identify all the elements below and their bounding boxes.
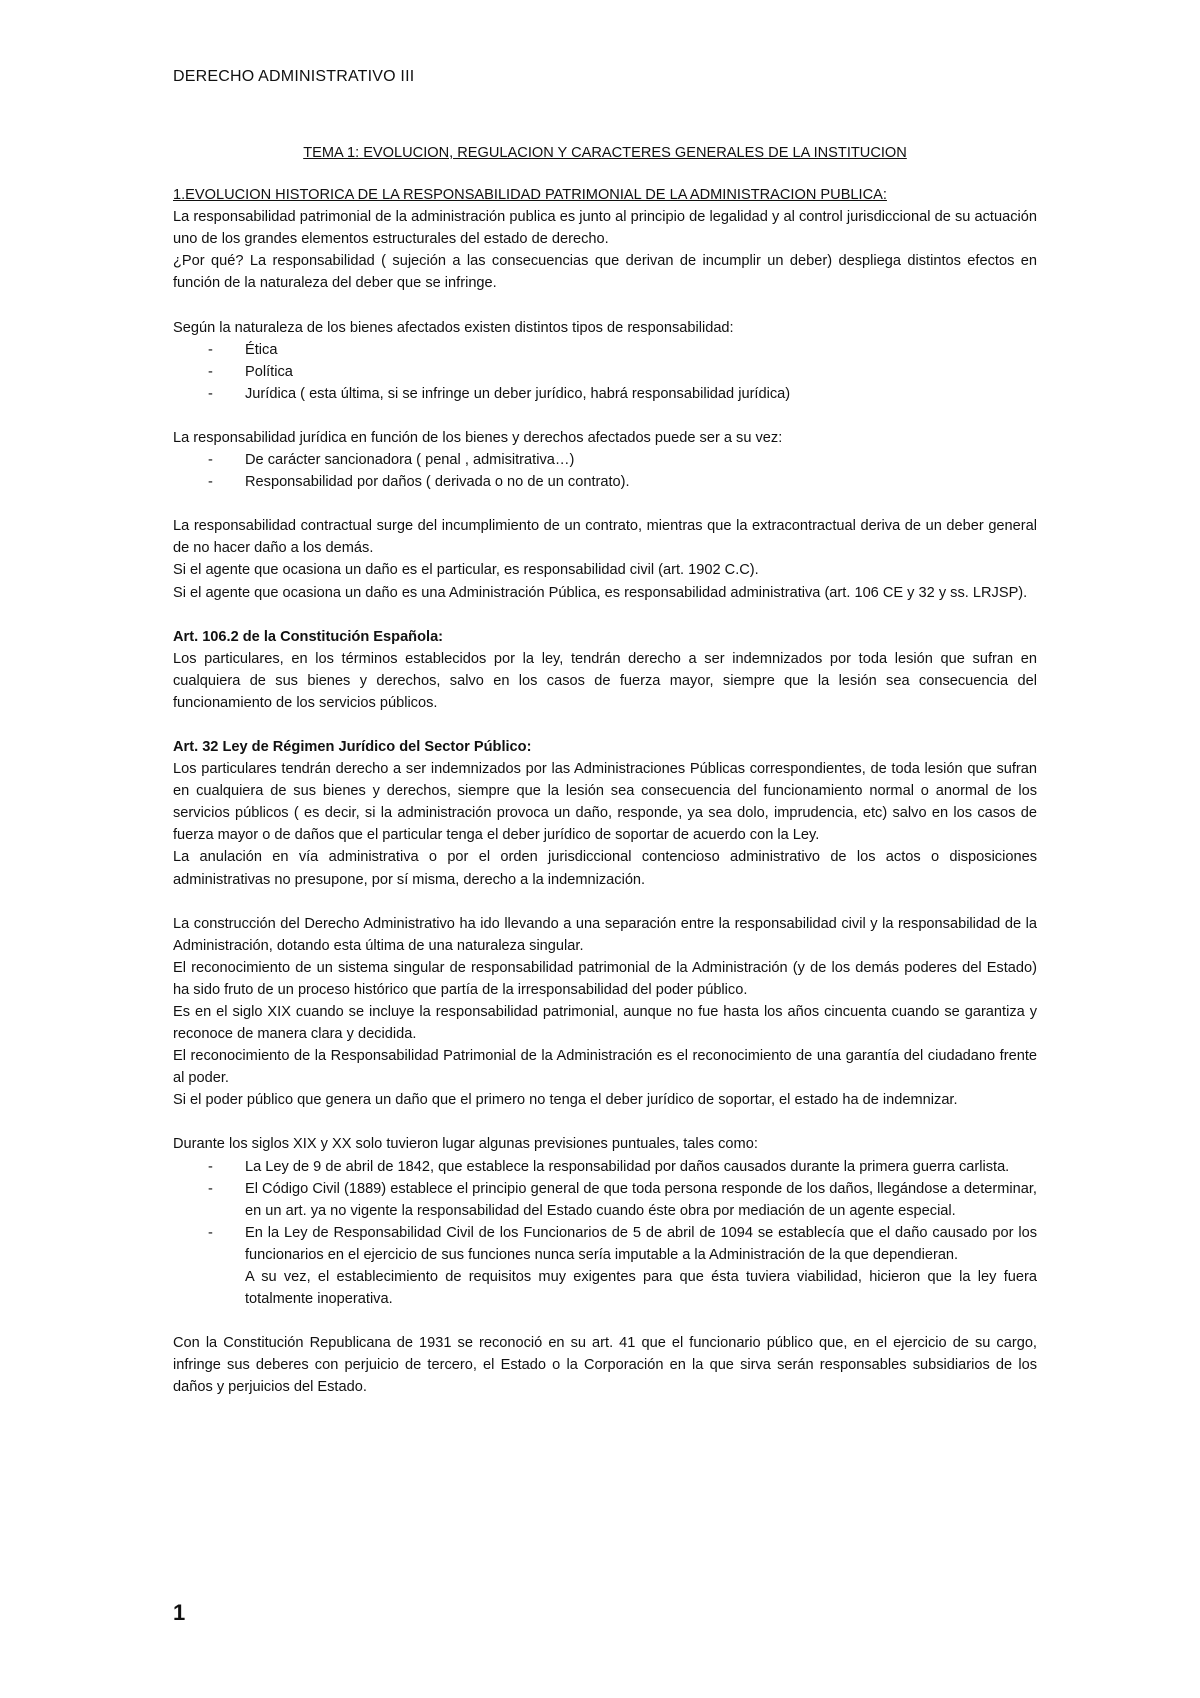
paragraph: La responsabilidad contractual surge del incumplimiento de un contrato, mientras que la extracontractual deriva de un deber general de no hacer daño a los demás. — [173, 518, 1037, 557]
list-item: - Ética — [208, 341, 278, 358]
responsibility-types-list — [173, 339, 1037, 405]
list-item: - La Ley de 9 de abril de 1842, que establece la responsabilidad por daños causados durante la primera guerra carlista. — [208, 1158, 1010, 1175]
paragraph: Si el agente que ocasiona un daño es una Administración Pública, es responsabilidad administrativa (art. 106 CE y 32 y ss. LRJSP). — [173, 584, 1028, 601]
article-heading: Art. 32 Ley de Régimen Jurídico del Sector Público: — [173, 738, 532, 755]
page-number: 1 — [173, 1600, 186, 1625]
paragraph: Según la naturaleza de los bienes afectados existen distintos tipos de responsabilidad: — [173, 319, 734, 336]
paragraph: Durante los siglos XIX y XX solo tuvieron lugar algunas previsiones puntuales, tales como: — [173, 1136, 758, 1153]
article-text: Los particulares tendrán derecho a ser indemnizados por las Administraciones Públicas correspondientes, de toda lesión que sufran en cualquiera de sus bienes y derechos, siempre que la lesión sea consecuencia del funcionamiento normal o anormal de los servicios públicos ( es decir, si la administración provoca un daño, responde, ya sea dolo, imprudencia, etc) salvo en los casos de fuerza mayor o de daños que el particular tenga el deber jurídico de soportar de acuerdo con la Ley. — [173, 761, 1037, 844]
list-item: - De carácter sancionadora ( penal , admisitrativa…) — [208, 452, 575, 469]
article-text: La anulación en vía administrativa o por el orden jurisdiccional contencioso administrativo de los actos o disposiciones administrativas no presupone, por sí misma, derecho a la indemnización. — [173, 849, 1037, 888]
paragraph: La responsabilidad jurídica en función de los bienes y derechos afectados puede ser a su vez: — [173, 429, 783, 446]
paragraph: El reconocimiento de la Responsabilidad Patrimonial de la Administración es el reconocimiento de una garantía del ciudadano frente al poder. — [173, 1048, 1037, 1087]
list-item: - En la Ley de Responsabilidad Civil de los Funcionarios de 5 de abril de 1094 se establecía que el daño causado por los funcionarios en el ejercicio de sus funciones nunca sería imputable a la Administración de la que dependieran. — [208, 1224, 1037, 1263]
paragraph: Con la Constitución Republicana de 1931 se reconoció en su art. 41 que el funcionario público que, en el ejercicio de su cargo, infringe sus deberes con perjuicio de tercero, el Estado o la Corporación en la que sirva serán responsables subsidiarios de los daños y perjuicios del Estado. — [173, 1335, 1037, 1396]
article-text: Los particulares, en los términos establecidos por la ley, tendrán derecho a ser indemnizados por toda lesión que sufran en cualquiera de sus bienes y derechos, salvo en los casos de fuerza mayor, siempre que la lesión sea consecuencia del funcionamiento de los servicios públicos. — [173, 650, 1037, 711]
paragraph: La responsabilidad patrimonial de la administración publica es junto al principio de legalidad y al control jurisdiccional de su actuación uno de los grandes elementos estructurales del estado de derecho. — [173, 209, 1037, 248]
paragraph: Si el agente que ocasiona un daño es el particular, es responsabilidad civil (art. 1902 C.C). — [173, 562, 759, 579]
page-header: DERECHO ADMINISTRATIVO III — [173, 68, 415, 85]
document-title: TEMA 1: EVOLUCION, REGULACION Y CARACTERES GENERALES DE LA INSTITUCION — [303, 145, 907, 161]
document-body — [173, 142, 1037, 1399]
historical-provisions-list — [173, 1156, 1037, 1311]
article-heading: Art. 106.2 de la Constitución Española: — [173, 628, 444, 645]
paragraph: Si el poder público que genera un daño que el primero no tenga el deber jurídico de soportar, el estado ha de indemnizar. — [173, 1092, 958, 1109]
section-heading: 1.EVOLUCION HISTORICA DE LA RESPONSABILIDAD PATRIMONIAL DE LA ADMINISTRACION PUBLICA: — [173, 187, 887, 204]
legal-responsibility-list — [173, 449, 1037, 493]
paragraph: El reconocimiento de un sistema singular de responsabilidad patrimonial de la Administración (y de los demás poderes del Estado) ha sido fruto de un proceso histórico que partía de la irresponsabilidad del poder público. — [173, 959, 1037, 998]
paragraph: ¿Por qué? La responsabilidad ( sujeción a las consecuencias que derivan de incumplir un deber) despliega distintos efectos en función de la naturaleza del deber que se infringe. — [173, 253, 1037, 292]
paragraph: Es en el siglo XIX cuando se incluye la responsabilidad patrimonial, aunque no fue hasta los años cincuenta cuando se garantiza y reconoce de manera clara y decidida. — [173, 1004, 1037, 1043]
list-item: - Jurídica ( esta última, si se infringe un deber jurídico, habrá responsabilidad jurídica) — [208, 385, 791, 402]
list-item: - Política — [208, 363, 293, 380]
paragraph: La construcción del Derecho Administrativo ha ido llevando a una separación entre la responsabilidad civil y la responsabilidad de la Administración, dotando esta última de una naturaleza singular. — [173, 915, 1037, 954]
list-item-continuation: A su vez, el establecimiento de requisitos muy exigentes para que ésta tuviera viabilidad, hicieron que la ley fuera totalmente inoperativa. — [245, 1269, 1037, 1308]
list-item: - El Código Civil (1889) establece el principio general de que toda persona responde de los daños, llegándose a determinar, en un art. ya no vigente la responsabilidad del Estado cuando éste obra por mediación de un agente especial. — [208, 1180, 1037, 1219]
list-item: - Responsabilidad por daños ( derivada o no de un contrato). — [208, 474, 630, 491]
